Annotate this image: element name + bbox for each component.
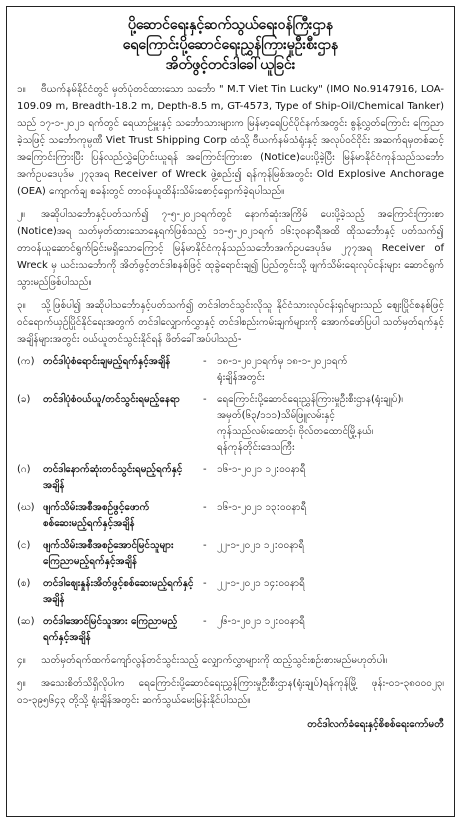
item-value: ၁၈-၁-၂၀၂၁ရက်မှ ၁၈-၁-၂၀၂၁ရက် ရုံးချိန်အတွင်း [217, 356, 348, 383]
paragraph-2 [17, 206, 444, 291]
list-item [17, 392, 444, 456]
item-value: ရေကြောင်းပို့ဆောင်ရေးညွှန်ကြားမှုဦးစီးဌာန(ရုံးချုပ်)၊ အမှတ်(၆၃/၁၁၁)သိမ်ဖြူလမ်းနှင့် ကုန်သည်လမ်းထောင့်၊ ဗိုလ်တထောင်မြို့နယ်၊ ရန်ကုန်တိုင်းဒေသကြီး [217, 394, 404, 453]
ministry-title: ပို့ဆောင်ရေးနှင့်ဆက်သွယ်ရေးဝန်ကြီးဌာန [127, 17, 334, 33]
item-label: (စ) [17, 578, 31, 589]
item-value: ၂၂-၁-၂၀၂၁ ၁၂:၀၀နာရီ [217, 540, 305, 551]
signature: တင်ဒါလက်ခံရေးနှင့်စိစစ်ရေးကော်မတီ [307, 719, 444, 730]
item-name: တင်ဒါပုံစံဝယ်ယူ/တင်သွင်းရမည့်နေရာ [43, 394, 180, 405]
list-item [17, 462, 444, 494]
item-separator: - [203, 502, 207, 513]
item-name: ဖျက်သိမ်းအစီအစဉ်ဖွင့်ဖောက် စစ်ဆေးမည့်ရက်နှင့်အချိန် [43, 502, 150, 529]
item-name: တင်ဒါနောက်ဆုံးတင်သွင်းရမည့်ရက်နှင့်အချိန် [43, 464, 183, 491]
list-item [17, 614, 444, 646]
item-label: (က) [17, 356, 35, 367]
list-item [17, 538, 444, 570]
paragraph-1 [17, 81, 444, 200]
item-name: တင်ဒါအောင်မြင်သူအား ကြေညာမည့် ရက်နှင့်အချိန် [43, 616, 178, 643]
item-separator: - [203, 356, 207, 367]
paragraph-3 [17, 297, 444, 348]
item-label: (င) [17, 540, 31, 551]
paragraph-text: အသေးစိတ်သိရှိလိုပါက ရေကြောင်းပို့ဆောင်ရေးညွှန်ကြားမှုဦးစီးဌာန(ရုံးချုပ်)ရန်ကုန်မြို့ ဖုန်း-၀၁-၃၈၀၀၀၂၃၊ ၀၁-၃၉၅၆၄၃ တို့သို့ ရုံးချိန်အတွင်း ဆက်သွယ်မေးမြန်းနိုင်ပါသည်။ [17, 678, 444, 706]
list-item [17, 354, 444, 386]
item-label: (ဃ) [17, 502, 35, 513]
notice-title: အိတ်ဖွင့်တင်ဒါခေါ်ယူခြင်း [165, 57, 296, 73]
item-separator: - [203, 394, 207, 405]
paragraph-text: အဆိုပါသင်္ဘောနှင့်ပတ်သက်၍ ၇-၅-၂၀၂၁ရက်တွင် နောက်ဆုံးအကြိမ် ပေးပို့ခဲ့သည့် အကြောင်းကြားစာ (Notice)အရ သတ်မှတ်ထားသောနေ့ရက်ဖြစ်သည့် ၁၁-၅-၂၀၂၁ရက် ၁၆:၃၀နာရီအထိ ထိုသင်္ဘောနှင့် ပတ်သက်၍ တာဝန်ယူဆောင်ရွက်ခြင်းမရှိသောကြောင့် မြန်မာနိုင်ငံကုန်သည်သင်္ဘောအက်ဥပဒေပုဒ်မ ၂၇၇အရ Receiver of Wreck မှ ယင်းသင်္ဘောကို အိတ်ဖွင့်တင်ဒါစနစ်ဖြင့် ထုခွဲရောင်းချ၍ ပြည်တွင်းသို့ ဖျက်သိမ်းရေးလုပ်ငန်းများ ဆောင်ရွက်သွားမည်ဖြစ်ပါသည်။ [17, 209, 444, 288]
item-value: ၁၆-၁-၂၀၂၁ ၁၃:၀၀နာရီ [217, 502, 307, 513]
item-separator: - [203, 578, 207, 589]
item-label: (ဆ) [17, 616, 35, 627]
paragraph-number: ၄။ [17, 655, 26, 666]
item-name: တင်ဒါပုံစံရောင်းချမည့်ရက်နှင့်အချိန် [43, 356, 171, 367]
item-value: ၂၆-၁-၂၀၂၁ ၁၂:၀၀နာရီ [217, 616, 305, 627]
paragraph-text: သို့ဖြစ်ပါ၍ အဆိုပါသင်္ဘောနှင့်ပတ်သက်၍ တင်ဒါတင်သွင်းလိုသူ နိုင်ငံသားလုပ်ငန်းရှင်များသည် ဈေးပြိုင်စနစ်ဖြင့် ဝင်ရောက်ယှဉ်ပြိုင်နိုင်ရေးအတွက် တင်ဒါလျှောက်လွှာနှင့် တင်ဒါစည်းကမ်းချက်များကို အောက်ဖော်ပြပါ သတ်မှတ်ရက်နှင့် အချိန်များအတွင်း ဝယ်ယူတင်သွင်းနိုင်ရန် ဖိတ်ခေါ်အပ်ပါသည်- [17, 300, 444, 345]
item-separator: - [203, 616, 207, 627]
item-name: တင်ဒါဈေးနှုန်းအိတ်ဖွင့်စစ်ဆေးမည့်ရက်နှင့်အချိန် [43, 578, 194, 605]
list-item [17, 576, 444, 608]
item-separator: - [203, 540, 207, 551]
item-value: ၂၂-၁-၂၀၂၁ ၁၄:၀၀နာရီ [217, 578, 305, 589]
item-name: ဖျက်သိမ်းအစီအစဉ်အောင်မြင်သူများ ကြေညာမည့်ရက်နှင့်အချိန် [43, 540, 174, 567]
paragraph-5 [17, 675, 444, 709]
paragraph-number: ၁။ [17, 84, 26, 95]
item-label: (ဂ) [17, 464, 31, 475]
schedule-list [17, 354, 444, 646]
item-separator: - [203, 464, 207, 475]
tender-notice [6, 6, 455, 817]
department-title: ရေကြောင်းပို့ဆောင်ရေးညွှန်ကြားမှုဦးစီးဌာန [122, 37, 339, 53]
paragraph-number: ၅။ [17, 678, 26, 689]
paragraph-text: သတ်မှတ်ရက်ထက်ကျော်လွန်တင်သွင်းသည့် လျှောက်လွှာများကို ထည့်သွင်းစဉ်းစားမည်မဟုတ်ပါ။ [41, 655, 388, 666]
paragraph-4 [17, 652, 444, 669]
paragraph-text: ဗီယက်နမ်နိုင်ငံတွင် မှတ်ပုံတင်ထားသော သင်္ဘော " M.T Viet Tin Lucky" (IMO No.9147916, LOA-109.09 m, Breadth-18.2 m, Depth-8.5 m, GT-4573, Type of Ship-Oil/Chemical Tanker) သည် ၁၇-၁-၂၀၂၁ ရက်တွင် ရေယာဉ်မှူးနှင့် သင်္ဘောသားများက မြန်မာ့ရေပြင်ပိုင်နက်အတွင်း စွန့်လွှတ်ကြောင်း ကြေညာခဲ့သဖြင့် သင်္ဘောကုမ္ပဏီ Viet Trust Shipping Corp ထံသို့ ဗီယက်နမ်သံရုံးနှင့် အလုပ်ဝင်ငိုင်း အဆက်ရမှတစ်ဆင့် အကြောင်းကြားပြီး ပြန်လည်လွှဲပြောင်းယူရန် အကြောင်းကြားစာ (Notice)ပေးပို့ခဲ့ပြီး မြန်မာနိုင်ငံကုန်သည်သင်္ဘောအက်ဥပဒေပုဒ်မ ၂၇၃အရ Receiver of Wreck ဖွဲ့စည်း၍ ရန်ကုန်မြစ်အတွင်း Old Explosive Anchorage (OEA) ကျောက်ချ စခန်းတွင် တာဝန်ယူထိန်းသိမ်းစောင့်ရှောက်ခဲ့ရပါသည်။ [17, 84, 444, 197]
list-item [17, 500, 444, 532]
item-label: (ခ) [17, 394, 31, 405]
item-value: ၁၆-၁-၂၀၂၁ ၁၂:၀၀နာရီ [217, 464, 306, 475]
paragraph-number: ၂။ [17, 209, 25, 220]
paragraph-number: ၃။ [17, 300, 26, 311]
